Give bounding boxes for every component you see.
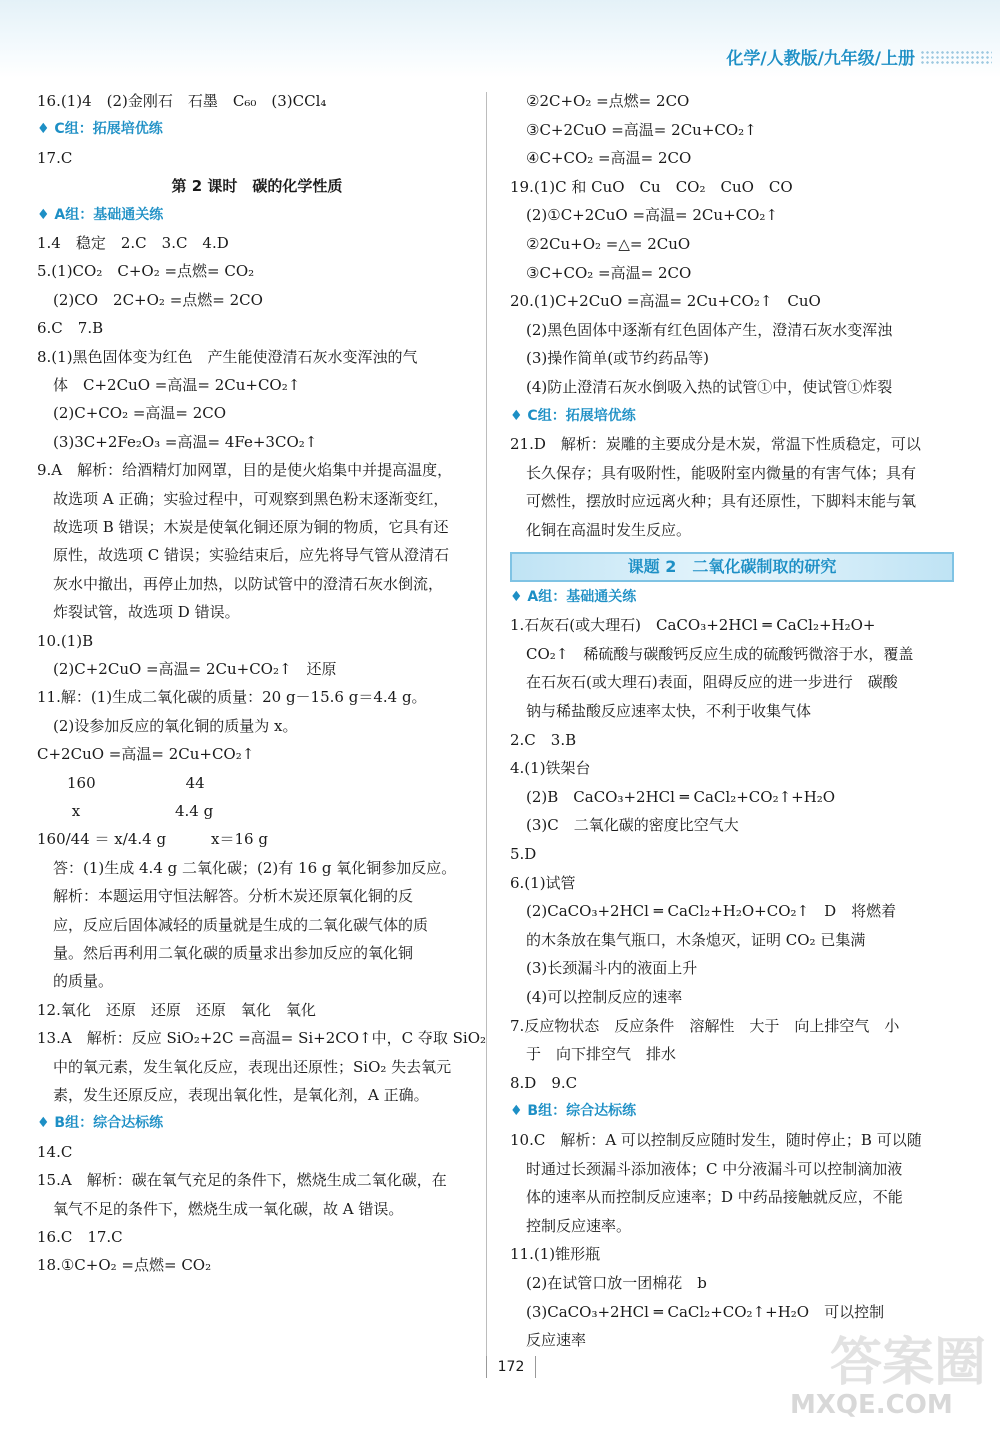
answer-line: (2)设参加反应的氧化铜的质量为 x。 [53, 716, 298, 735]
answer-line: 6.(1)试管 [510, 873, 576, 892]
answer-line: (2)C+CO₂ =高温= 2CO [53, 404, 227, 423]
answer-line: 钠与稀盐酸反应速率太快，不利于收集气体 [526, 702, 812, 720]
answer-line: 15.A 解析：碳在氧气充足的条件下，燃烧生成二氧化碳，在 [37, 1171, 447, 1190]
column-divider [486, 92, 487, 1362]
answer-line: 化铜在高温时发生反应。 [526, 521, 692, 539]
answer-line: ③C+CO₂ =高温= 2CO [526, 263, 692, 282]
answer-line: 16.(1)4 (2)金刚石 石墨 C₆₀ (3)CCl₄ [37, 92, 327, 110]
answer-line: 18.①C+O₂ =点燃= CO₂ [37, 1256, 212, 1275]
answer-line: 解析：本题运用守恒法解答。分析木炭还原氧化铜的反 [53, 887, 414, 906]
answer-line: C+2CuO =高温= 2Cu+CO₂↑ [37, 745, 255, 764]
lesson-title: 第 2 课时 碳的化学性质 [171, 177, 343, 196]
answer-line: 答：(1)生成 4.4 g 二氧化碳；(2)有 16 g 氧化铜参加反应。 [53, 858, 457, 877]
answer-line: (3)长颈漏斗内的液面上升 [526, 959, 698, 978]
answer-line: 6.C 7.B [37, 319, 104, 338]
answer-line: 素，发生还原反应，表现出氧化性，是氧化剂，A 正确。 [53, 1086, 429, 1104]
answer-line: 1.石灰石(或大理石) CaCO₃+2HCl ═ CaCl₂+H₂O+ [510, 616, 876, 635]
answer-line: 1.4 稳定 2.C 3.C 4.D [37, 234, 229, 252]
watermark-url: MXQE.COM [790, 1390, 953, 1420]
answer-line: 11.解：(1)生成二氧化碳的质量：20 g－15.6 g＝4.4 g。 [37, 688, 427, 707]
answer-line: 体的速率从而控制反应速率；D 中药品接触就反应，不能 [526, 1188, 903, 1207]
answer-line: 于 向下排空气 排水 [526, 1045, 677, 1064]
answer-line: 量。然后再利用二氧化碳的质量求出参加反应的氧化铜 [53, 944, 414, 962]
answer-line: 160/44 ＝ x/4.4 g x＝16 g [37, 830, 268, 849]
answer-line: 19.(1)C 和 CuO Cu CO₂ CuO CO [510, 177, 793, 196]
answer-line: (2)C+2CuO =高温= 2Cu+CO₂↑ 还原 [53, 660, 337, 678]
answer-line: 16.C 17.C [37, 1228, 123, 1246]
answer-line: (2)CaCO₃+2HCl ═ CaCl₂+H₂O+CO₂↑ D 将燃着 [526, 902, 897, 921]
group-heading: ♦ B组：综合达标练 [510, 1103, 637, 1120]
answer-line: 体 C+2CuO =高温= 2Cu+CO₂↑ [53, 376, 301, 394]
answer-line: 在石灰石(或大理石)表面，阻碍反应的进一步进行 碳酸 [526, 673, 898, 692]
answer-line: 4.(1)铁架台 [510, 759, 591, 778]
answer-line: 灰水中撤出，再停止加热，以防试管中的澄清石灰水倒流， [53, 574, 444, 593]
answer-line: 14.C [37, 1142, 73, 1161]
answer-line: 2.C 3.B [510, 730, 577, 749]
answer-line: (2)在试管口放一团棉花 b [526, 1274, 707, 1292]
answer-line: 8.D 9.C [510, 1073, 578, 1092]
page-number: 172 [486, 1356, 536, 1378]
answer-line: CO₂↑ 稀硫酸与碳酸钙反应生成的硫酸钙微溶于水，覆盖 [526, 644, 914, 663]
watermark-logo: 答案圈 [830, 1333, 987, 1393]
answer-line: 氧气不足的条件下，燃烧生成一氧化碳，故 A 错误。 [53, 1199, 404, 1218]
group-heading: ♦ B组：综合达标练 [37, 1115, 164, 1132]
answer-line: 10.(1)B [37, 631, 94, 650]
group-heading: ♦ C组：拓展培优练 [37, 121, 163, 138]
answer-line: (2)黑色固体中逐渐有红色固体产生，澄清石灰水变浑浊 [526, 320, 893, 339]
answer-line: ④C+CO₂ =高温= 2CO [526, 149, 692, 168]
answer-line: (3)操作简单(或节约药品等) [526, 349, 709, 368]
answer-line: 5.(1)CO₂ C+O₂ =点燃= CO₂ [37, 262, 255, 281]
group-heading: ♦ C组：拓展培优练 [510, 407, 636, 424]
answer-line: 11.(1)锥形瓶 [510, 1245, 601, 1264]
answer-line: ②2C+O₂ =点燃= 2CO [526, 92, 690, 110]
answer-line: 控制反应速率。 [526, 1216, 632, 1235]
answer-line: 时通过长颈漏斗添加液体；C 中分液漏斗可以控制滴加液 [526, 1159, 903, 1178]
answer-line: 8.(1)黑色固体变为红色 产生能使澄清石灰水变浑浊的气 [37, 347, 418, 366]
answer-line: 炸裂试管，故选项 D 错误。 [53, 603, 240, 622]
answer-line: 的木条放在集气瓶口，木条熄灭，证明 CO₂ 已集满 [526, 930, 866, 949]
group-heading: ♦ A组：基础通关练 [510, 588, 637, 605]
answer-line: 应，反应后固体减轻的质量就是生成的二氧化碳气体的质 [53, 915, 429, 934]
answer-line: 原性，故选项 C 错误；实验结束后，应先将导气管从澄清石 [53, 546, 450, 565]
section-banner: 课题 2 二氧化碳制取的研究 [510, 552, 954, 582]
answer-line: ②2Cu+O₂ =△= 2CuO [526, 235, 691, 253]
answer-line: ③C+2CuO =高温= 2Cu+CO₂↑ [526, 120, 757, 139]
answer-line: 故选项 B 错误；木炭是使氧化铜还原为铜的物质，它具有还 [53, 518, 449, 536]
group-heading: ♦ A组：基础通关练 [37, 206, 164, 223]
answer-line: 故选项 A 正确；实验过程中，可观察到黑色粉末逐渐变红， [53, 489, 449, 508]
answer-line: (4)可以控制反应的速率 [526, 988, 683, 1006]
answer-line: (2)①C+2CuO =高温= 2Cu+CO₂↑ [526, 206, 778, 225]
answer-line: (2)CO 2C+O₂ =点燃= 2CO [53, 290, 263, 309]
answer-line: 12.氧化 还原 还原 还原 氧化 氧化 [37, 1000, 316, 1019]
answer-line: 160 44 [37, 773, 205, 792]
dot-pattern-decoration [920, 50, 992, 64]
answer-line: 10.C 解析：A 可以控制反应随时发生，随时停止；B 可以随 [510, 1131, 922, 1149]
answer-line: 可燃性，摆放时应远离火种；具有还原性，下脚料末能与氧 [526, 492, 917, 511]
book-header-title: 化学/人教版/九年级/上册 [726, 49, 915, 69]
answer-line: 13.A 解析：反应 SiO₂+2C =高温= Si+2CO↑中，C 夺取 SiO₂ [37, 1029, 487, 1048]
answer-line: 17.C [37, 148, 73, 167]
answer-line: x 4.4 g [37, 802, 214, 820]
answer-line: 20.(1)C+2CuO =高温= 2Cu+CO₂↑ CuO [510, 292, 821, 311]
answer-line: (2)B CaCO₃+2HCl ═ CaCl₂+CO₂↑+H₂O [526, 787, 836, 806]
answer-line: 的质量。 [53, 972, 114, 991]
answer-line: 中的氧元素，发生氧化反应，表现出还原性；SiO₂ 失去氧元 [53, 1057, 452, 1076]
answer-line: (3)C 二氧化碳的密度比空气大 [526, 816, 739, 835]
answer-line: 5.D [510, 845, 537, 863]
answer-line: 9.A 解析：给酒精灯加网罩，目的是使火焰集中并提高温度， [37, 461, 453, 480]
answer-line: (3)3C+2Fe₂O₃ =高温= 4Fe+3CO₂↑ [53, 432, 318, 451]
answer-line: 长久保存；具有吸附性，能吸附室内微量的有害气体；具有 [526, 463, 917, 482]
answer-line: 反应速率 [526, 1331, 587, 1350]
answer-line: 7.反应物状态 反应条件 溶解性 大于 向上排空气 小 [510, 1016, 900, 1035]
answer-line: (4)防止澄清石灰水倒吸入热的试管①中，使试管①炸裂 [526, 378, 893, 396]
answer-line: (3)CaCO₃+2HCl ═ CaCl₂+CO₂↑+H₂O 可以控制 [526, 1302, 885, 1321]
answer-line: 21.D 解析：炭雕的主要成分是木炭，常温下性质稳定，可以 [510, 435, 921, 454]
